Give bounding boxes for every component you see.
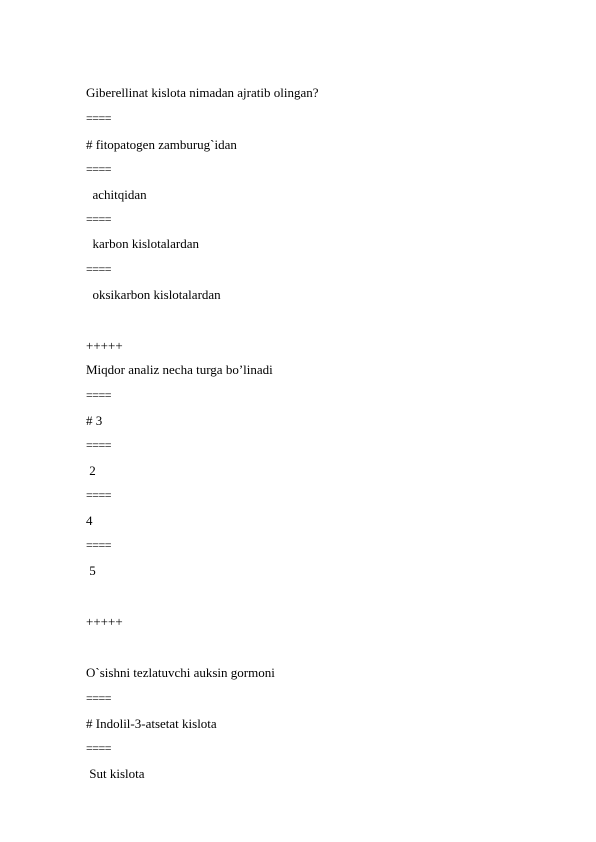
- separator: ====: [86, 162, 112, 176]
- separator: ====: [86, 488, 112, 502]
- answer-option: 5: [86, 563, 96, 578]
- separator: ====: [86, 388, 112, 402]
- answer-option: Sut kislota: [86, 766, 145, 781]
- separator: ====: [86, 538, 112, 552]
- answer-correct: # fitopatogen zamburug`idan: [86, 137, 237, 152]
- separator: ====: [86, 111, 112, 125]
- answer-correct: # Indolil-3-atsetat kislota: [86, 716, 217, 731]
- answer-correct: # 3: [86, 413, 103, 428]
- separator: ====: [86, 262, 112, 276]
- answer-option: 4: [86, 513, 93, 528]
- question-2-text: Miqdor analiz necha turga bo’linadi: [86, 362, 273, 377]
- question-1-text: Giberellinat kislota nimadan ajratib olingan?: [86, 85, 319, 100]
- separator: ====: [86, 691, 112, 705]
- block-divider: +++++: [86, 338, 123, 353]
- answer-option: 2: [86, 463, 96, 478]
- separator: ====: [86, 741, 112, 755]
- separator: ====: [86, 212, 112, 226]
- answer-option: karbon kislotalardan: [86, 236, 199, 251]
- question-3-text: O`sishni tezlatuvchi auksin gormoni: [86, 665, 275, 680]
- separator: ====: [86, 438, 112, 452]
- answer-option: achitqidan: [86, 187, 147, 202]
- answer-option: oksikarbon kislotalardan: [86, 287, 221, 302]
- block-divider: +++++: [86, 614, 123, 629]
